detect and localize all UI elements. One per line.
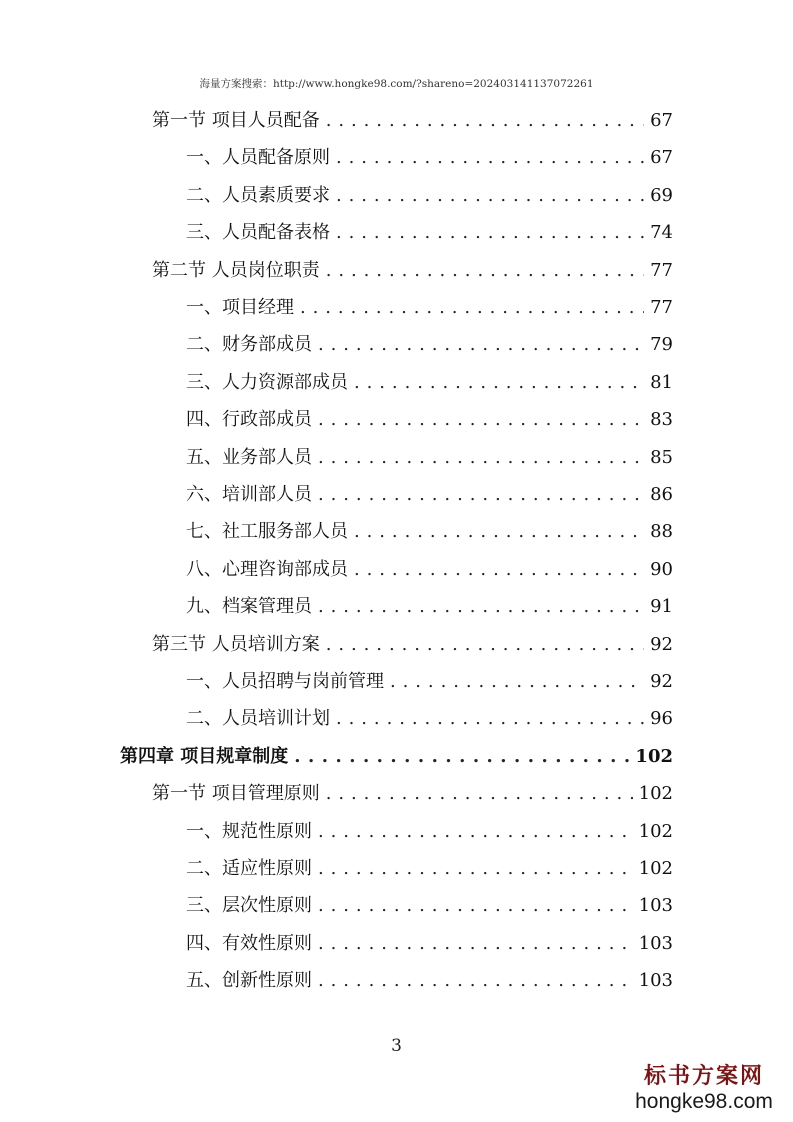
toc-entry-label: 七、社工服务部人员 xyxy=(186,521,348,543)
toc-item-entry[interactable] xyxy=(186,476,673,513)
toc-item-entry[interactable] xyxy=(186,513,673,550)
toc-entry-label: 九、档案管理员 xyxy=(186,596,312,618)
toc-dot-leader xyxy=(318,850,633,887)
toc-dot-leader xyxy=(336,700,644,737)
toc-entry-label: 第二节 人员岗位职责 xyxy=(152,259,320,281)
toc-item-entry[interactable] xyxy=(186,925,673,962)
toc-entry-label: 三、人力资源部成员 xyxy=(186,371,348,393)
toc-entry-page: 102 xyxy=(638,820,673,842)
toc-item-entry[interactable] xyxy=(186,588,673,625)
toc-entry-label: 二、财务部成员 xyxy=(186,334,312,356)
toc-entry-page: 103 xyxy=(638,970,673,992)
page-number: 3 xyxy=(391,1036,402,1056)
toc-section-entry[interactable] xyxy=(152,102,673,139)
toc-dot-leader xyxy=(318,476,644,513)
toc-entry-label: 一、规范性原则 xyxy=(186,820,312,842)
toc-entry-page: 88 xyxy=(650,521,673,543)
toc-dot-leader xyxy=(354,551,644,588)
toc-dot-leader xyxy=(294,738,629,775)
toc-entry-label: 一、人员配备原则 xyxy=(186,147,330,169)
toc-item-entry[interactable] xyxy=(186,663,673,700)
toc-entry-label: 二、适应性原则 xyxy=(186,858,312,879)
toc-entry-label: 二、人员培训计划 xyxy=(186,708,330,730)
toc-entry-page: 67 xyxy=(650,110,673,131)
toc-entry-page: 102 xyxy=(638,858,673,879)
toc-entry-label: 三、人员配备表格 xyxy=(186,222,330,244)
toc-item-entry[interactable] xyxy=(186,364,673,401)
toc-entry-label: 第一节 项目人员配备 xyxy=(152,110,320,131)
toc-entry-label: 第一节 项目管理原则 xyxy=(152,783,320,805)
toc-section-entry[interactable] xyxy=(152,252,673,289)
toc-dot-leader xyxy=(300,289,644,326)
toc-dot-leader xyxy=(318,813,633,850)
toc-entry-label: 四、有效性原则 xyxy=(186,932,312,954)
toc-dot-leader xyxy=(326,252,644,289)
toc-entry-label: 第四章 项目规章制度 xyxy=(120,745,289,767)
toc-item-entry[interactable] xyxy=(186,289,673,326)
toc-item-entry[interactable] xyxy=(186,962,673,999)
toc-dot-leader xyxy=(326,775,633,812)
toc-entry-label: 二、人员素质要求 xyxy=(186,184,330,206)
toc-dot-leader xyxy=(336,214,644,251)
toc-entry-page: 83 xyxy=(650,409,673,431)
toc-dot-leader xyxy=(318,925,633,962)
toc-item-entry[interactable] xyxy=(186,850,673,887)
toc-chapter-entry[interactable] xyxy=(120,738,673,775)
toc-item-entry[interactable] xyxy=(186,439,673,476)
toc-item-entry[interactable] xyxy=(186,887,673,924)
toc-entry-page: 102 xyxy=(638,783,673,805)
toc-dot-leader xyxy=(336,139,644,176)
toc-entry-page: 67 xyxy=(650,147,673,169)
toc-item-entry[interactable] xyxy=(186,177,673,214)
page-header-url[interactable]: 海量方案搜索：http://www.hongke98.com/?shareno=202403141137072261 xyxy=(199,78,594,90)
toc-entry-label: 一、人员招聘与岗前管理 xyxy=(186,671,384,692)
toc-item-entry[interactable] xyxy=(186,813,673,850)
toc-entry-page: 69 xyxy=(650,184,673,206)
toc-entry-page: 92 xyxy=(650,633,673,655)
toc-item-entry[interactable] xyxy=(186,326,673,363)
toc-dot-leader xyxy=(336,177,644,214)
toc-entry-page: 77 xyxy=(650,259,673,281)
toc-item-entry[interactable] xyxy=(186,214,673,251)
toc-entry-page: 85 xyxy=(650,446,673,468)
toc-entry-page: 74 xyxy=(650,222,673,244)
toc-entry-label: 一、项目经理 xyxy=(186,297,294,318)
toc-entry-page: 90 xyxy=(650,558,673,580)
toc-dot-leader xyxy=(318,962,633,999)
toc-entry-page: 103 xyxy=(638,895,673,917)
toc-entry-label: 六、培训部人员 xyxy=(186,484,312,505)
toc-section-entry[interactable] xyxy=(152,626,673,663)
toc-entry-page: 92 xyxy=(650,671,673,692)
toc-entry-label: 五、业务部人员 xyxy=(186,446,312,468)
toc-dot-leader xyxy=(318,326,644,363)
toc-dot-leader xyxy=(318,588,644,625)
toc-item-entry[interactable] xyxy=(186,401,673,438)
toc-item-entry[interactable] xyxy=(186,551,673,588)
toc-entry-page: 103 xyxy=(638,932,673,954)
toc-entry-label: 第三节 人员培训方案 xyxy=(152,633,320,655)
toc-dot-leader xyxy=(318,401,644,438)
toc-dot-leader xyxy=(318,887,633,924)
watermark-en-text: hongke98.com xyxy=(635,1090,773,1113)
toc-entry-label: 八、心理咨询部成员 xyxy=(186,558,348,580)
toc-entry-page: 86 xyxy=(650,484,673,505)
toc-entry-page: 102 xyxy=(635,745,673,767)
toc-entry-label: 五、创新性原则 xyxy=(186,970,312,992)
toc-item-entry[interactable] xyxy=(186,700,673,737)
toc-dot-leader xyxy=(318,439,644,476)
watermark-logo xyxy=(629,1062,779,1114)
toc-entry-label: 四、行政部成员 xyxy=(186,409,312,431)
toc-entry-page: 91 xyxy=(650,596,673,618)
watermark-cn-text: 标书方案网 xyxy=(643,1063,764,1089)
toc-dot-leader xyxy=(326,626,644,663)
toc-entry-page: 96 xyxy=(650,708,673,730)
toc-section-entry[interactable] xyxy=(152,775,673,812)
toc-entry-page: 77 xyxy=(650,297,673,318)
toc-dot-leader xyxy=(326,102,644,139)
toc-dot-leader xyxy=(390,663,644,700)
toc-dot-leader xyxy=(354,364,644,401)
toc-entry-page: 81 xyxy=(650,371,673,393)
toc-entry-label: 三、层次性原则 xyxy=(186,895,312,917)
toc-dot-leader xyxy=(354,513,644,550)
toc-entry-page: 79 xyxy=(650,334,673,356)
toc-item-entry[interactable] xyxy=(186,139,673,176)
